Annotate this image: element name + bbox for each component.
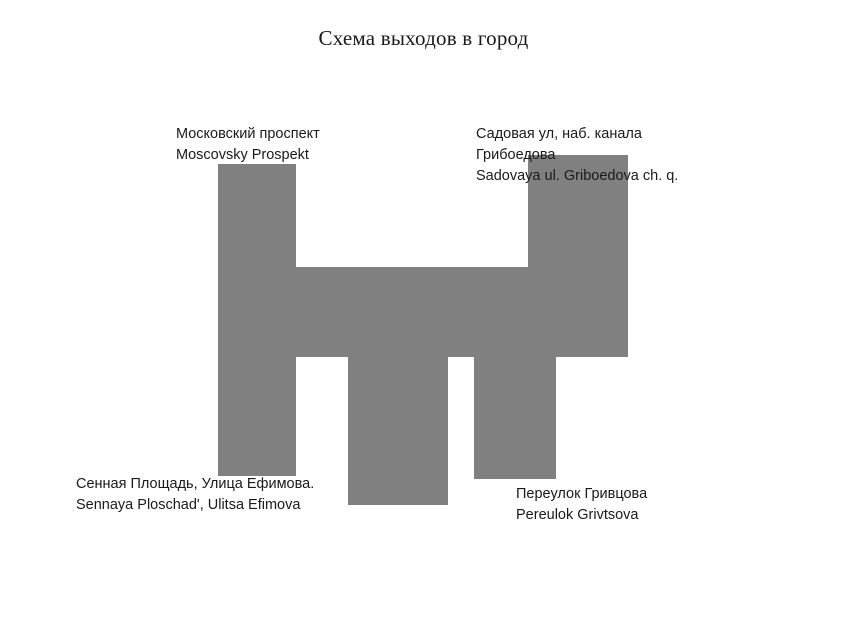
exit-label-ru-line2: Грибоедова bbox=[476, 147, 556, 163]
exit-label-ru-line1: Садовая ул, наб. канала bbox=[476, 126, 642, 142]
exit-label-en: Sennaya Ploschad', Ulitsa Efimova bbox=[76, 497, 301, 513]
exit-label-ru: Московский проспект bbox=[176, 126, 320, 142]
exit-label-ru: Переулок Гривцова bbox=[516, 486, 648, 502]
exit-label-sadovaya-griboedova bbox=[476, 124, 678, 187]
exit-label-pereulok-grivtsova bbox=[516, 484, 647, 526]
exit-label-moscovsky-prospekt bbox=[176, 124, 320, 166]
exit-label-en: Sadovaya ul. Griboedova ch. q. bbox=[476, 168, 679, 184]
exit-label-ru: Сенная Площадь, Улица Ефимова. bbox=[76, 476, 315, 492]
page-title: Схема выходов в город bbox=[318, 26, 529, 50]
exit-label-sennaya-ploschad bbox=[76, 474, 314, 516]
exit-label-en: Pereulok Grivtsova bbox=[516, 507, 639, 523]
exit-label-en: Moscovsky Prospekt bbox=[176, 147, 309, 163]
station-shape-center-stem bbox=[348, 267, 448, 505]
station-shape-right-leg bbox=[474, 267, 556, 479]
